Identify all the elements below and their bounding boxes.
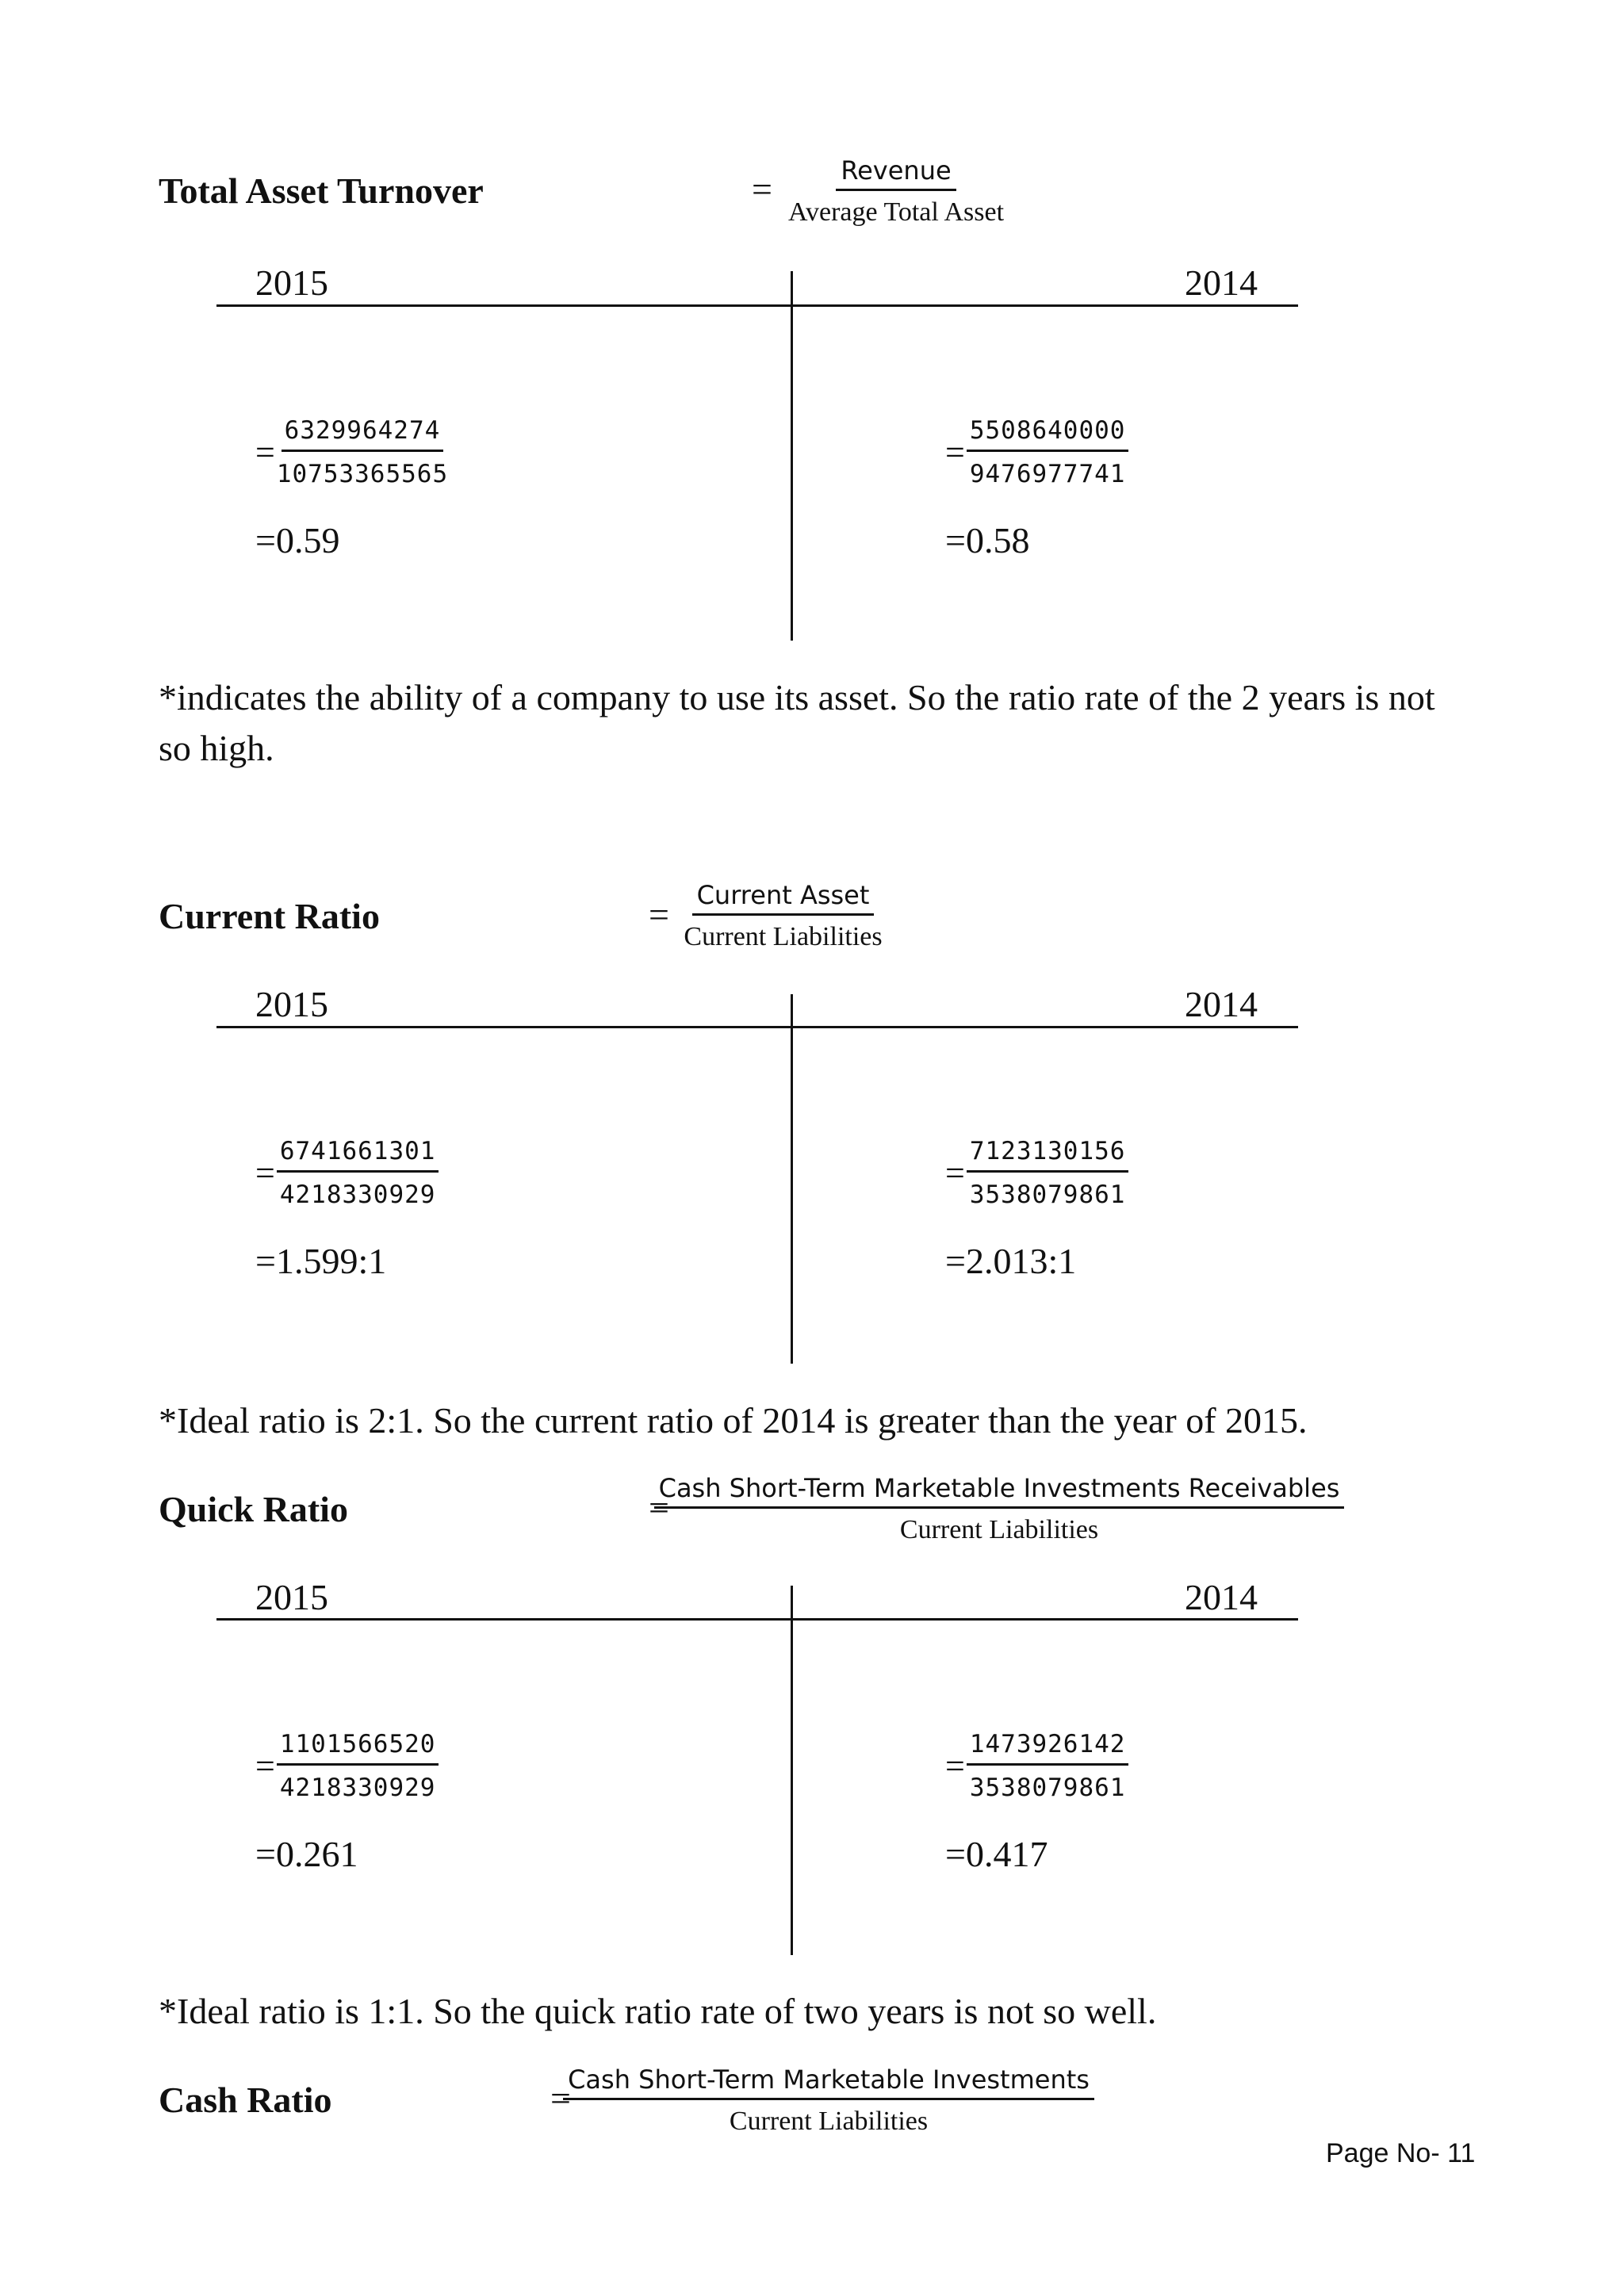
note-current-ratio: *Ideal ratio is 2:1. So the current ratio of 2014 is greater than the year of 2015. xyxy=(159,1400,1308,1441)
t-table-horizontal-rule xyxy=(216,304,1298,307)
calc-denominator: 3538079861 xyxy=(969,1774,1126,1802)
calc-denominator: 3538079861 xyxy=(969,1181,1126,1209)
calc-2014 xyxy=(945,1730,1128,1802)
calc-denominator: 4218330929 xyxy=(279,1774,436,1802)
formula-cash-ratio xyxy=(568,2064,1090,2137)
t-table-vertical-rule xyxy=(791,994,793,1364)
calc-numerator: 7123130156 xyxy=(967,1137,1129,1173)
calc-numerator: 1101566520 xyxy=(277,1730,439,1766)
year-2014-label: 2014 xyxy=(1185,984,1258,1024)
formula-denominator: Average Total Asset xyxy=(787,197,1005,227)
calc-2014 xyxy=(945,1137,1128,1209)
formula-numerator: Cash Short-Term Marketable Investments Receivables xyxy=(654,1473,1345,1509)
result-2014: =2.013:1 xyxy=(945,1241,1077,1281)
result-2015: =0.59 xyxy=(255,520,340,561)
section-title-current-ratio: Current Ratio xyxy=(159,896,380,936)
section-title-total-asset-turnover: Total Asset Turnover xyxy=(159,170,484,211)
formula-numerator: Cash Short-Term Marketable Investments xyxy=(563,2064,1094,2100)
calc-numerator: 6741661301 xyxy=(277,1137,439,1173)
year-2014-label: 2014 xyxy=(1185,1577,1258,1617)
formula-numerator: Current Asset xyxy=(692,880,875,916)
calc-denominator: 9476977741 xyxy=(969,460,1126,488)
calc-fraction xyxy=(277,1137,439,1209)
year-2015-label: 2015 xyxy=(255,984,328,1024)
result-2015: =1.599:1 xyxy=(255,1241,387,1281)
calc-denominator: 10753365565 xyxy=(276,460,449,488)
calc-equals-sign: = xyxy=(945,1154,965,1192)
page-number: Page No- 11 xyxy=(1326,2138,1476,2168)
year-2015-label: 2015 xyxy=(255,1577,328,1617)
year-2014-label: 2014 xyxy=(1185,262,1258,303)
formula-equals-sign: = xyxy=(752,169,772,209)
note-quick-ratio: *Ideal ratio is 1:1. So the quick ratio rate of two years is not so well. xyxy=(159,1991,1157,2031)
formula-denominator: Current Liabilities xyxy=(729,2107,929,2136)
calc-fraction xyxy=(967,1730,1129,1802)
formula-equals-sign: = xyxy=(550,2078,571,2118)
formula-denominator: Current Liabilities xyxy=(684,922,883,951)
formula-denominator: Current Liabilities xyxy=(899,1515,1099,1544)
calc-equals-sign: = xyxy=(255,1154,275,1192)
calc-numerator: 6329964274 xyxy=(282,416,444,452)
calc-equals-sign: = xyxy=(255,1747,275,1785)
calc-fraction xyxy=(967,416,1129,488)
formula-equals-sign: = xyxy=(649,1487,669,1528)
calc-equals-sign: = xyxy=(945,433,965,472)
calc-equals-sign: = xyxy=(255,433,275,472)
note-total-asset-turnover: *indicates the ability of a company to use its asset. So the ratio rate of the 2 years is not so high. xyxy=(159,677,1435,768)
calc-equals-sign: = xyxy=(945,1747,965,1785)
t-table-horizontal-rule xyxy=(216,1026,1298,1028)
formula-numerator: Revenue xyxy=(836,155,956,191)
t-table-horizontal-rule xyxy=(216,1618,1298,1621)
formula-current-ratio xyxy=(678,880,888,952)
year-2015-label: 2015 xyxy=(255,262,328,303)
formula-equals-sign: = xyxy=(649,894,669,935)
calc-2015 xyxy=(255,1137,439,1209)
calc-fraction xyxy=(277,416,448,488)
calc-2015 xyxy=(255,1730,439,1802)
calc-denominator: 4218330929 xyxy=(279,1181,436,1209)
calc-2015 xyxy=(255,416,448,488)
calc-numerator: 1473926142 xyxy=(967,1730,1129,1766)
result-2015: =0.261 xyxy=(255,1834,358,1874)
formula-total-asset-turnover xyxy=(781,155,1011,228)
section-title-quick-ratio: Quick Ratio xyxy=(159,1489,348,1529)
section-title-cash-ratio: Cash Ratio xyxy=(159,2080,332,2120)
result-2014: =0.58 xyxy=(945,520,1030,561)
formula-quick-ratio xyxy=(658,1473,1340,1545)
t-table-vertical-rule xyxy=(791,271,793,641)
calc-2014 xyxy=(945,416,1128,488)
calc-fraction xyxy=(277,1730,439,1802)
result-2014: =0.417 xyxy=(945,1834,1048,1874)
t-table-vertical-rule xyxy=(791,1586,793,1955)
calc-fraction xyxy=(967,1137,1129,1209)
calc-numerator: 5508640000 xyxy=(967,416,1129,452)
